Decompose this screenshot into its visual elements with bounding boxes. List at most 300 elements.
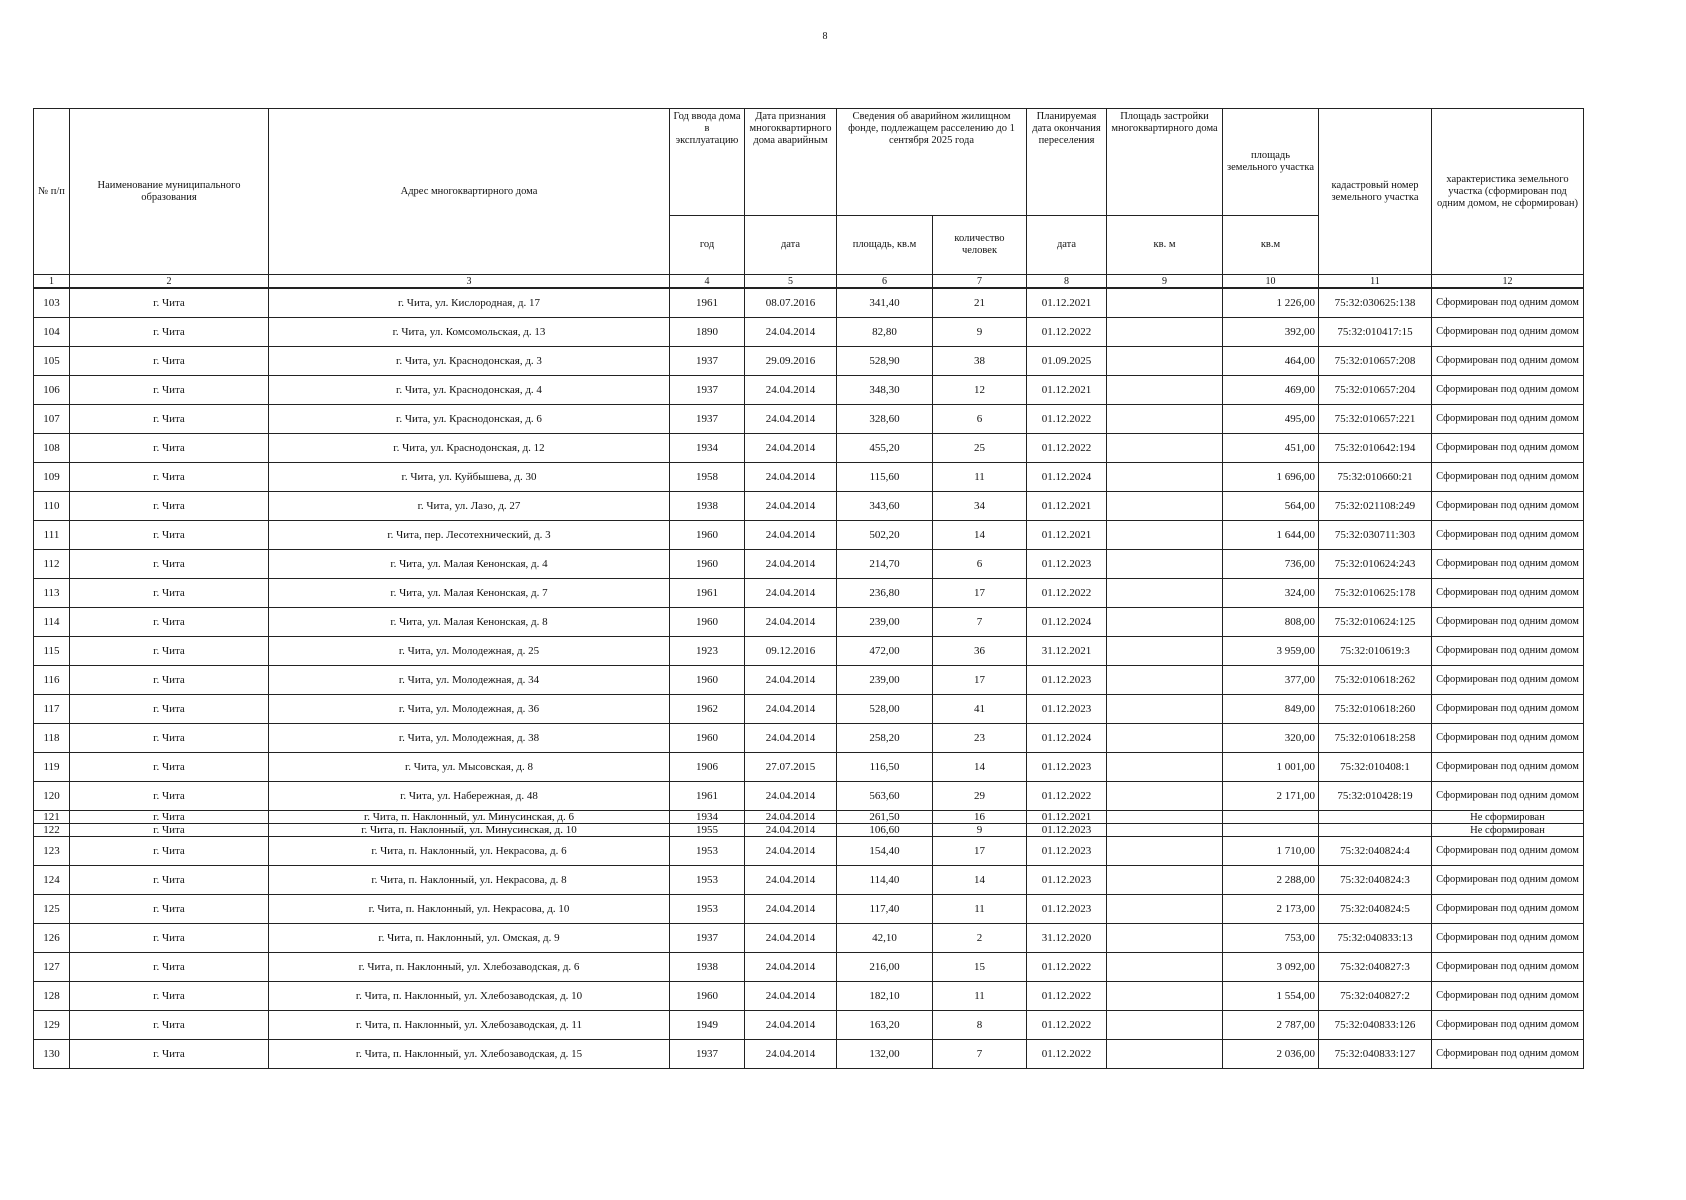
cell-area: 502,20 xyxy=(837,521,933,550)
cell-planned-date: 01.12.2022 xyxy=(1027,982,1107,1011)
cell-municipality: г. Чита xyxy=(70,866,269,895)
cell-building-area xyxy=(1107,724,1223,753)
column-number: 8 xyxy=(1027,275,1107,289)
cell-row-number: 114 xyxy=(34,608,70,637)
cell-row-number: 108 xyxy=(34,434,70,463)
cell-land-characteristic: Сформирован под одним домом xyxy=(1432,753,1584,782)
cell-land-area: 736,00 xyxy=(1223,550,1319,579)
cell-cadastral-number: 75:32:010642:194 xyxy=(1319,434,1432,463)
cell-row-number: 110 xyxy=(34,492,70,521)
cell-people: 17 xyxy=(933,837,1027,866)
table-row xyxy=(34,953,1584,982)
cell-address: г. Чита, ул. Краснодонская, д. 6 xyxy=(269,405,670,434)
cell-cadastral-number: 75:32:010624:243 xyxy=(1319,550,1432,579)
cell-land-area: 1 226,00 xyxy=(1223,288,1319,318)
cell-building-area xyxy=(1107,982,1223,1011)
cell-land-area xyxy=(1223,811,1319,824)
cell-land-characteristic: Не сформирован xyxy=(1432,824,1584,837)
table-row xyxy=(34,376,1584,405)
cell-address: г. Чита, п. Наклонный, ул. Хлебозаводская, д. 15 xyxy=(269,1040,670,1069)
column-number: 6 xyxy=(837,275,933,289)
cell-date-emergency: 24.04.2014 xyxy=(745,1011,837,1040)
table-row xyxy=(34,866,1584,895)
cell-land-characteristic: Сформирован под одним домом xyxy=(1432,550,1584,579)
cell-address: г. Чита, п. Наклонный, ул. Минусинская, д. 6 xyxy=(269,811,670,824)
cell-area: 132,00 xyxy=(837,1040,933,1069)
cell-row-number: 116 xyxy=(34,666,70,695)
table-row xyxy=(34,637,1584,666)
cell-cadastral-number: 75:32:010624:125 xyxy=(1319,608,1432,637)
header-date-emergency: Дата признания многоквартирного дома аварийным xyxy=(745,109,837,216)
cell-row-number: 105 xyxy=(34,347,70,376)
cell-address: г. Чита, п. Наклонный, ул. Хлебозаводская, д. 10 xyxy=(269,982,670,1011)
cell-date-emergency: 24.04.2014 xyxy=(745,824,837,837)
cell-area: 528,90 xyxy=(837,347,933,376)
cell-area: 239,00 xyxy=(837,666,933,695)
cell-year: 1953 xyxy=(670,837,745,866)
cell-area: 236,80 xyxy=(837,579,933,608)
cell-row-number: 121 xyxy=(34,811,70,824)
cell-planned-date: 01.09.2025 xyxy=(1027,347,1107,376)
cell-date-emergency: 24.04.2014 xyxy=(745,579,837,608)
cell-address: г. Чита, п. Наклонный, ул. Некрасова, д. 10 xyxy=(269,895,670,924)
cell-date-emergency: 24.04.2014 xyxy=(745,924,837,953)
cell-date-emergency: 24.04.2014 xyxy=(745,982,837,1011)
cell-date-emergency: 24.04.2014 xyxy=(745,434,837,463)
cell-building-area xyxy=(1107,782,1223,811)
cell-year: 1955 xyxy=(670,824,745,837)
cell-planned-date: 01.12.2023 xyxy=(1027,837,1107,866)
cell-address: г. Чита, ул. Молодежная, д. 34 xyxy=(269,666,670,695)
cell-land-area: 2 171,00 xyxy=(1223,782,1319,811)
cell-land-characteristic: Сформирован под одним домом xyxy=(1432,579,1584,608)
cell-land-area: 464,00 xyxy=(1223,347,1319,376)
table-row xyxy=(34,753,1584,782)
column-number: 1 xyxy=(34,275,70,289)
housing-registry-table xyxy=(33,108,1584,1069)
cell-address: г. Чита, п. Наклонный, ул. Некрасова, д. 8 xyxy=(269,866,670,895)
cell-area: 258,20 xyxy=(837,724,933,753)
cell-planned-date: 01.12.2022 xyxy=(1027,405,1107,434)
cell-year: 1961 xyxy=(670,782,745,811)
cell-area: 214,70 xyxy=(837,550,933,579)
cell-year: 1949 xyxy=(670,1011,745,1040)
cell-building-area xyxy=(1107,811,1223,824)
cell-municipality: г. Чита xyxy=(70,434,269,463)
table-row xyxy=(34,695,1584,724)
cell-address: г. Чита, ул. Краснодонская, д. 3 xyxy=(269,347,670,376)
cell-land-area: 1 710,00 xyxy=(1223,837,1319,866)
table-row xyxy=(34,608,1584,637)
cell-row-number: 127 xyxy=(34,953,70,982)
cell-municipality: г. Чита xyxy=(70,837,269,866)
column-number: 10 xyxy=(1223,275,1319,289)
cell-land-area: 808,00 xyxy=(1223,608,1319,637)
table-row xyxy=(34,724,1584,753)
cell-area: 528,00 xyxy=(837,695,933,724)
cell-area: 563,60 xyxy=(837,782,933,811)
cell-row-number: 112 xyxy=(34,550,70,579)
cell-building-area xyxy=(1107,924,1223,953)
cell-municipality: г. Чита xyxy=(70,811,269,824)
cell-planned-date: 01.12.2023 xyxy=(1027,824,1107,837)
cell-date-emergency: 24.04.2014 xyxy=(745,318,837,347)
cell-address: г. Чита, пер. Лесотехнический, д. 3 xyxy=(269,521,670,550)
cell-cadastral-number xyxy=(1319,811,1432,824)
cell-cadastral-number: 75:32:010657:208 xyxy=(1319,347,1432,376)
cell-address: г. Чита, п. Наклонный, ул. Минусинская, д. 10 xyxy=(269,824,670,837)
cell-land-characteristic: Сформирован под одним домом xyxy=(1432,463,1584,492)
table-header xyxy=(34,109,1584,275)
cell-municipality: г. Чита xyxy=(70,579,269,608)
table-row xyxy=(34,405,1584,434)
cell-land-characteristic: Сформирован под одним домом xyxy=(1432,895,1584,924)
cell-area: 106,60 xyxy=(837,824,933,837)
cell-address: г. Чита, ул. Молодежная, д. 25 xyxy=(269,637,670,666)
cell-cadastral-number: 75:32:040833:126 xyxy=(1319,1011,1432,1040)
cell-date-emergency: 24.04.2014 xyxy=(745,724,837,753)
cell-municipality: г. Чита xyxy=(70,824,269,837)
cell-people: 2 xyxy=(933,924,1027,953)
cell-area: 42,10 xyxy=(837,924,933,953)
table-row xyxy=(34,1011,1584,1040)
cell-land-characteristic: Сформирован под одним домом xyxy=(1432,695,1584,724)
cell-year: 1934 xyxy=(670,434,745,463)
cell-people: 6 xyxy=(933,550,1027,579)
subheader-people: количество человек xyxy=(933,216,1027,275)
cell-date-emergency: 24.04.2014 xyxy=(745,695,837,724)
cell-row-number: 109 xyxy=(34,463,70,492)
cell-building-area xyxy=(1107,318,1223,347)
cell-people: 41 xyxy=(933,695,1027,724)
cell-municipality: г. Чита xyxy=(70,376,269,405)
cell-municipality: г. Чита xyxy=(70,982,269,1011)
cell-planned-date: 01.12.2022 xyxy=(1027,318,1107,347)
cell-land-characteristic: Сформирован под одним домом xyxy=(1432,434,1584,463)
cell-area: 328,60 xyxy=(837,405,933,434)
cell-land-area: 564,00 xyxy=(1223,492,1319,521)
cell-municipality: г. Чита xyxy=(70,1040,269,1069)
cell-row-number: 130 xyxy=(34,1040,70,1069)
cell-people: 11 xyxy=(933,895,1027,924)
header-land-area: площадь земельного участка xyxy=(1223,109,1319,216)
table-row xyxy=(34,811,1584,824)
cell-land-area: 320,00 xyxy=(1223,724,1319,753)
table-row xyxy=(34,463,1584,492)
column-number: 4 xyxy=(670,275,745,289)
cell-planned-date: 01.12.2022 xyxy=(1027,1040,1107,1069)
cell-municipality: г. Чита xyxy=(70,347,269,376)
column-number: 3 xyxy=(269,275,670,289)
cell-cadastral-number: 75:32:010428:19 xyxy=(1319,782,1432,811)
table-row xyxy=(34,666,1584,695)
cell-land-area: 392,00 xyxy=(1223,318,1319,347)
column-number: 12 xyxy=(1432,275,1584,289)
cell-year: 1960 xyxy=(670,982,745,1011)
cell-cadastral-number: 75:32:040833:13 xyxy=(1319,924,1432,953)
cell-date-emergency: 24.04.2014 xyxy=(745,608,837,637)
cell-date-emergency: 08.07.2016 xyxy=(745,288,837,318)
cell-address: г. Чита, ул. Кислородная, д. 17 xyxy=(269,288,670,318)
column-number: 2 xyxy=(70,275,269,289)
cell-year: 1890 xyxy=(670,318,745,347)
cell-date-emergency: 27.07.2015 xyxy=(745,753,837,782)
cell-area: 154,40 xyxy=(837,837,933,866)
cell-land-area: 849,00 xyxy=(1223,695,1319,724)
cell-land-characteristic: Сформирован под одним домом xyxy=(1432,637,1584,666)
cell-building-area xyxy=(1107,753,1223,782)
cell-planned-date: 01.12.2024 xyxy=(1027,463,1107,492)
cell-row-number: 103 xyxy=(34,288,70,318)
header-emergency-info: Сведения об аварийном жилищном фонде, подлежащем расселению до 1 сентября 2025 года xyxy=(837,109,1027,216)
cell-land-characteristic: Сформирован под одним домом xyxy=(1432,953,1584,982)
cell-people: 8 xyxy=(933,1011,1027,1040)
cell-land-area: 3 092,00 xyxy=(1223,953,1319,982)
cell-year: 1937 xyxy=(670,924,745,953)
cell-date-emergency: 24.04.2014 xyxy=(745,492,837,521)
column-number: 11 xyxy=(1319,275,1432,289)
cell-people: 14 xyxy=(933,866,1027,895)
subheader-land-unit: кв.м xyxy=(1223,216,1319,275)
cell-row-number: 128 xyxy=(34,982,70,1011)
cell-land-characteristic: Сформирован под одним домом xyxy=(1432,837,1584,866)
cell-address: г. Чита, п. Наклонный, ул. Омская, д. 9 xyxy=(269,924,670,953)
cell-address: г. Чита, ул. Краснодонская, д. 12 xyxy=(269,434,670,463)
table-row xyxy=(34,492,1584,521)
cell-people: 25 xyxy=(933,434,1027,463)
cell-row-number: 126 xyxy=(34,924,70,953)
cell-area: 163,20 xyxy=(837,1011,933,1040)
cell-building-area xyxy=(1107,579,1223,608)
cell-municipality: г. Чита xyxy=(70,492,269,521)
cell-cadastral-number: 75:32:040824:3 xyxy=(1319,866,1432,895)
cell-land-area: 1 554,00 xyxy=(1223,982,1319,1011)
cell-cadastral-number: 75:32:010619:3 xyxy=(1319,637,1432,666)
cell-people: 7 xyxy=(933,1040,1027,1069)
cell-planned-date: 01.12.2021 xyxy=(1027,288,1107,318)
cell-row-number: 125 xyxy=(34,895,70,924)
cell-building-area xyxy=(1107,434,1223,463)
cell-address: г. Чита, ул. Куйбышева, д. 30 xyxy=(269,463,670,492)
subheader-planned-date: дата xyxy=(1027,216,1107,275)
cell-date-emergency: 24.04.2014 xyxy=(745,837,837,866)
cell-land-characteristic: Сформирован под одним домом xyxy=(1432,866,1584,895)
cell-year: 1953 xyxy=(670,866,745,895)
cell-date-emergency: 24.04.2014 xyxy=(745,666,837,695)
cell-land-area: 1 696,00 xyxy=(1223,463,1319,492)
cell-date-emergency: 24.04.2014 xyxy=(745,405,837,434)
cell-date-emergency: 29.09.2016 xyxy=(745,347,837,376)
cell-year: 1958 xyxy=(670,463,745,492)
cell-area: 116,50 xyxy=(837,753,933,782)
cell-planned-date: 01.12.2022 xyxy=(1027,434,1107,463)
cell-people: 17 xyxy=(933,579,1027,608)
cell-year: 1934 xyxy=(670,811,745,824)
cell-building-area xyxy=(1107,1040,1223,1069)
cell-area: 182,10 xyxy=(837,982,933,1011)
cell-municipality: г. Чита xyxy=(70,782,269,811)
header-building-area: Площадь застройки многоквартирного дома xyxy=(1107,109,1223,216)
cell-building-area xyxy=(1107,288,1223,318)
cell-cadastral-number: 75:32:010657:204 xyxy=(1319,376,1432,405)
table-row xyxy=(34,1040,1584,1069)
cell-people: 7 xyxy=(933,608,1027,637)
header-cadastral: кадастровый номер земельного участка xyxy=(1319,109,1432,275)
cell-people: 23 xyxy=(933,724,1027,753)
cell-planned-date: 01.12.2022 xyxy=(1027,579,1107,608)
cell-planned-date: 01.12.2023 xyxy=(1027,753,1107,782)
cell-municipality: г. Чита xyxy=(70,666,269,695)
cell-area: 341,40 xyxy=(837,288,933,318)
cell-municipality: г. Чита xyxy=(70,895,269,924)
cell-cadastral-number: 75:32:010660:21 xyxy=(1319,463,1432,492)
cell-year: 1937 xyxy=(670,347,745,376)
cell-cadastral-number: 75:32:021108:249 xyxy=(1319,492,1432,521)
cell-land-area: 3 959,00 xyxy=(1223,637,1319,666)
cell-cadastral-number: 75:32:010417:15 xyxy=(1319,318,1432,347)
cell-date-emergency: 24.04.2014 xyxy=(745,953,837,982)
cell-year: 1961 xyxy=(670,288,745,318)
table-row xyxy=(34,288,1584,318)
cell-cadastral-number: 75:32:040824:5 xyxy=(1319,895,1432,924)
cell-year: 1906 xyxy=(670,753,745,782)
cell-building-area xyxy=(1107,347,1223,376)
table-row xyxy=(34,318,1584,347)
cell-date-emergency: 24.04.2014 xyxy=(745,866,837,895)
cell-row-number: 106 xyxy=(34,376,70,405)
cell-date-emergency: 24.04.2014 xyxy=(745,376,837,405)
header-municipality: Наименование муниципального образования xyxy=(70,109,269,275)
table-body xyxy=(34,275,1584,1069)
cell-cadastral-number: 75:32:040824:4 xyxy=(1319,837,1432,866)
cell-address: г. Чита, п. Наклонный, ул. Хлебозаводская, д. 11 xyxy=(269,1011,670,1040)
cell-date-emergency: 24.04.2014 xyxy=(745,811,837,824)
column-number: 5 xyxy=(745,275,837,289)
cell-area: 239,00 xyxy=(837,608,933,637)
cell-people: 21 xyxy=(933,288,1027,318)
cell-planned-date: 01.12.2023 xyxy=(1027,695,1107,724)
cell-people: 9 xyxy=(933,824,1027,837)
cell-land-area: 2 787,00 xyxy=(1223,1011,1319,1040)
cell-municipality: г. Чита xyxy=(70,288,269,318)
table-row xyxy=(34,434,1584,463)
cell-area: 82,80 xyxy=(837,318,933,347)
cell-building-area xyxy=(1107,463,1223,492)
cell-land-characteristic: Сформирован под одним домом xyxy=(1432,782,1584,811)
column-number-row xyxy=(34,275,1584,289)
cell-area: 261,50 xyxy=(837,811,933,824)
cell-land-characteristic: Сформирован под одним домом xyxy=(1432,376,1584,405)
cell-land-area xyxy=(1223,824,1319,837)
cell-year: 1962 xyxy=(670,695,745,724)
cell-cadastral-number: 75:32:010618:262 xyxy=(1319,666,1432,695)
cell-area: 216,00 xyxy=(837,953,933,982)
cell-address: г. Чита, ул. Малая Кенонская, д. 4 xyxy=(269,550,670,579)
cell-building-area xyxy=(1107,376,1223,405)
cell-municipality: г. Чита xyxy=(70,550,269,579)
cell-year: 1960 xyxy=(670,550,745,579)
cell-row-number: 113 xyxy=(34,579,70,608)
cell-row-number: 123 xyxy=(34,837,70,866)
cell-row-number: 107 xyxy=(34,405,70,434)
table-row xyxy=(34,895,1584,924)
cell-building-area xyxy=(1107,492,1223,521)
cell-year: 1953 xyxy=(670,895,745,924)
cell-people: 14 xyxy=(933,521,1027,550)
cell-cadastral-number: 75:32:010625:178 xyxy=(1319,579,1432,608)
cell-year: 1960 xyxy=(670,724,745,753)
table-row xyxy=(34,579,1584,608)
cell-land-characteristic: Сформирован под одним домом xyxy=(1432,924,1584,953)
cell-year: 1937 xyxy=(670,1040,745,1069)
cell-land-area: 469,00 xyxy=(1223,376,1319,405)
cell-people: 34 xyxy=(933,492,1027,521)
cell-land-characteristic: Сформирован под одним домом xyxy=(1432,347,1584,376)
cell-land-area: 1 001,00 xyxy=(1223,753,1319,782)
cell-land-characteristic: Сформирован под одним домом xyxy=(1432,405,1584,434)
cell-cadastral-number: 75:32:040827:2 xyxy=(1319,982,1432,1011)
subheader-year: год xyxy=(670,216,745,275)
cell-land-characteristic: Сформирован под одним домом xyxy=(1432,288,1584,318)
cell-people: 11 xyxy=(933,463,1027,492)
cell-address: г. Чита, ул. Мысовская, д. 8 xyxy=(269,753,670,782)
cell-address: г. Чита, ул. Молодежная, д. 36 xyxy=(269,695,670,724)
cell-people: 14 xyxy=(933,753,1027,782)
cell-land-area: 324,00 xyxy=(1223,579,1319,608)
cell-people: 16 xyxy=(933,811,1027,824)
cell-land-characteristic: Сформирован под одним домом xyxy=(1432,492,1584,521)
cell-land-characteristic: Сформирован под одним домом xyxy=(1432,724,1584,753)
cell-land-area: 2 036,00 xyxy=(1223,1040,1319,1069)
cell-building-area xyxy=(1107,637,1223,666)
cell-area: 343,60 xyxy=(837,492,933,521)
cell-area: 472,00 xyxy=(837,637,933,666)
header-address: Адрес многоквартирного дома xyxy=(269,109,670,275)
header-planned-date: Планируемая дата окончания переселения xyxy=(1027,109,1107,216)
cell-people: 36 xyxy=(933,637,1027,666)
subheader-area: площадь, кв.м xyxy=(837,216,933,275)
cell-year: 1960 xyxy=(670,666,745,695)
cell-date-emergency: 24.04.2014 xyxy=(745,550,837,579)
cell-planned-date: 01.12.2021 xyxy=(1027,376,1107,405)
cell-year: 1960 xyxy=(670,521,745,550)
cell-municipality: г. Чита xyxy=(70,724,269,753)
table-row xyxy=(34,347,1584,376)
cell-cadastral-number: 75:32:010618:260 xyxy=(1319,695,1432,724)
cell-row-number: 104 xyxy=(34,318,70,347)
cell-cadastral-number: 75:32:030711:303 xyxy=(1319,521,1432,550)
cell-area: 117,40 xyxy=(837,895,933,924)
cell-cadastral-number: 75:32:010408:1 xyxy=(1319,753,1432,782)
cell-cadastral-number: 75:32:040827:3 xyxy=(1319,953,1432,982)
cell-address: г. Чита, ул. Краснодонская, д. 4 xyxy=(269,376,670,405)
cell-planned-date: 01.12.2022 xyxy=(1027,1011,1107,1040)
cell-year: 1938 xyxy=(670,953,745,982)
cell-municipality: г. Чита xyxy=(70,637,269,666)
cell-land-area: 495,00 xyxy=(1223,405,1319,434)
cell-land-characteristic: Не сформирован xyxy=(1432,811,1584,824)
cell-row-number: 124 xyxy=(34,866,70,895)
cell-year: 1923 xyxy=(670,637,745,666)
table-row xyxy=(34,782,1584,811)
cell-land-characteristic: Сформирован под одним домом xyxy=(1432,666,1584,695)
cell-land-characteristic: Сформирован под одним домом xyxy=(1432,521,1584,550)
cell-municipality: г. Чита xyxy=(70,521,269,550)
cell-planned-date: 31.12.2021 xyxy=(1027,637,1107,666)
cell-land-area: 377,00 xyxy=(1223,666,1319,695)
cell-row-number: 129 xyxy=(34,1011,70,1040)
cell-land-area: 1 644,00 xyxy=(1223,521,1319,550)
